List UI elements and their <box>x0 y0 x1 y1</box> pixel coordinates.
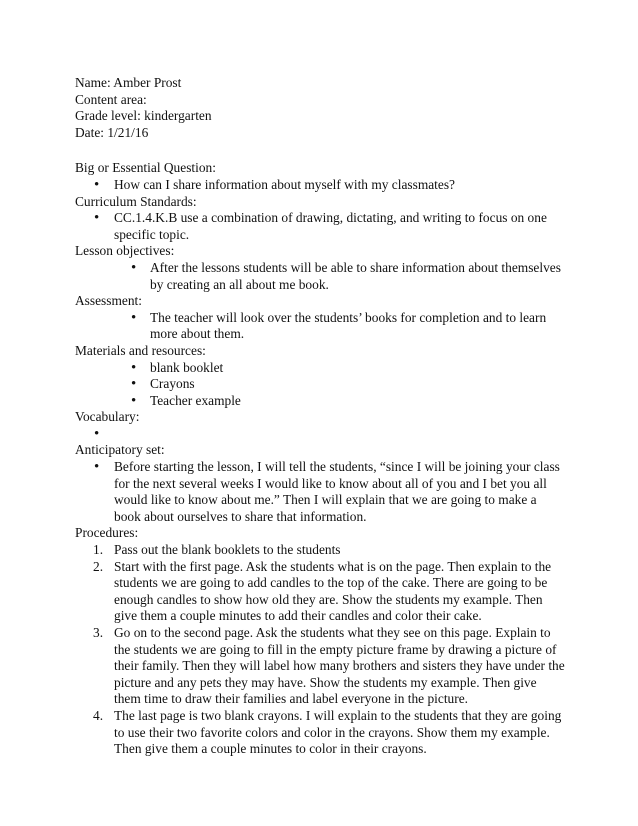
anticipatory-heading: Anticipatory set: <box>75 442 165 458</box>
objective-item: • After the lessons students will be able to share information about themselves by creating an all about me book. <box>75 260 565 293</box>
material-item: • blank booklet <box>75 360 565 377</box>
step-text: Start with the first page. Ask the students what is on the page. Then explain to the students we are going to add candles to the top of the cake. There are going to be enough candles to show how old they are. Show the students my example. Then give them a couple minutes to add their candles and color their cake. <box>114 558 552 624</box>
procedures-heading: Procedures: <box>75 525 139 541</box>
procedure-step <box>75 625 565 708</box>
big-question-list <box>75 177 565 194</box>
vocabulary-heading: Vocabulary: <box>75 409 140 425</box>
date-line: Date: 1/21/16 <box>75 124 149 140</box>
name-line: Name: Amber Prost <box>75 75 182 90</box>
procedure-step <box>75 542 565 559</box>
procedure-step <box>75 559 565 625</box>
standard-item: • CC.1.4.K.B use a combination of drawing, dictating, and writing to focus on one specific topic. <box>75 210 565 243</box>
procedures-list <box>75 542 565 758</box>
step-number: 1. <box>93 542 104 558</box>
assessment-list <box>75 310 565 343</box>
objectives-list <box>75 260 565 293</box>
material-item: • Teacher example <box>75 393 565 410</box>
step-text: Go on to the second page. Ask the students what they see on this page. Explain to the students we are going to fill in the empty picture frame by drawing a picture of their family. Then they will label how many brothers and sisters they have under the picture and any pets they may have. Show the students my example. Then give them time to draw their families and label everyone in the picture. <box>114 625 565 707</box>
lesson-plan <box>75 75 565 758</box>
big-question-item: • How can I share information about myself with my classmates? <box>75 177 565 194</box>
standards-heading: Curriculum Standards: <box>75 193 197 209</box>
assessment-heading: Assessment: <box>75 293 142 309</box>
step-number: 3. <box>93 625 104 640</box>
materials-heading: Materials and resources: <box>75 342 206 358</box>
anticipatory-item: • Before starting the lesson, I will tell the students, “since I will be joining your class for the next several weeks I would like to know about all of you and I bet you all would like to know about me.” Then I will explain that we are going to make a book about ourselves to share that information. <box>75 459 565 525</box>
big-question-heading: Big or Essential Question: <box>75 160 216 176</box>
anticipatory-list <box>75 459 565 525</box>
assessment-item: • The teacher will look over the students’ books for completion and to learn more about them. <box>75 310 565 343</box>
step-number: 4. <box>93 707 104 723</box>
material-item: • Crayons <box>75 376 565 393</box>
step-text: Pass out the blank booklets to the students <box>114 542 341 558</box>
grade-level-line: Grade level: kindergarten <box>75 108 212 124</box>
spacer <box>75 141 565 160</box>
procedure-step <box>75 708 565 758</box>
standards-list <box>75 210 565 243</box>
vocabulary-list <box>75 426 565 443</box>
step-text: The last page is two blank crayons. I will explain to the students that they are going to use their two favorite colors and color in the crayons. Show them my example. Then give them a couple minutes to color in their crayons. <box>114 707 562 757</box>
step-number: 2. <box>93 558 104 574</box>
vocabulary-item-empty <box>75 426 565 443</box>
content-area-line: Content area: <box>75 91 147 107</box>
materials-list <box>75 360 565 410</box>
objectives-heading: Lesson objectives: <box>75 243 175 259</box>
